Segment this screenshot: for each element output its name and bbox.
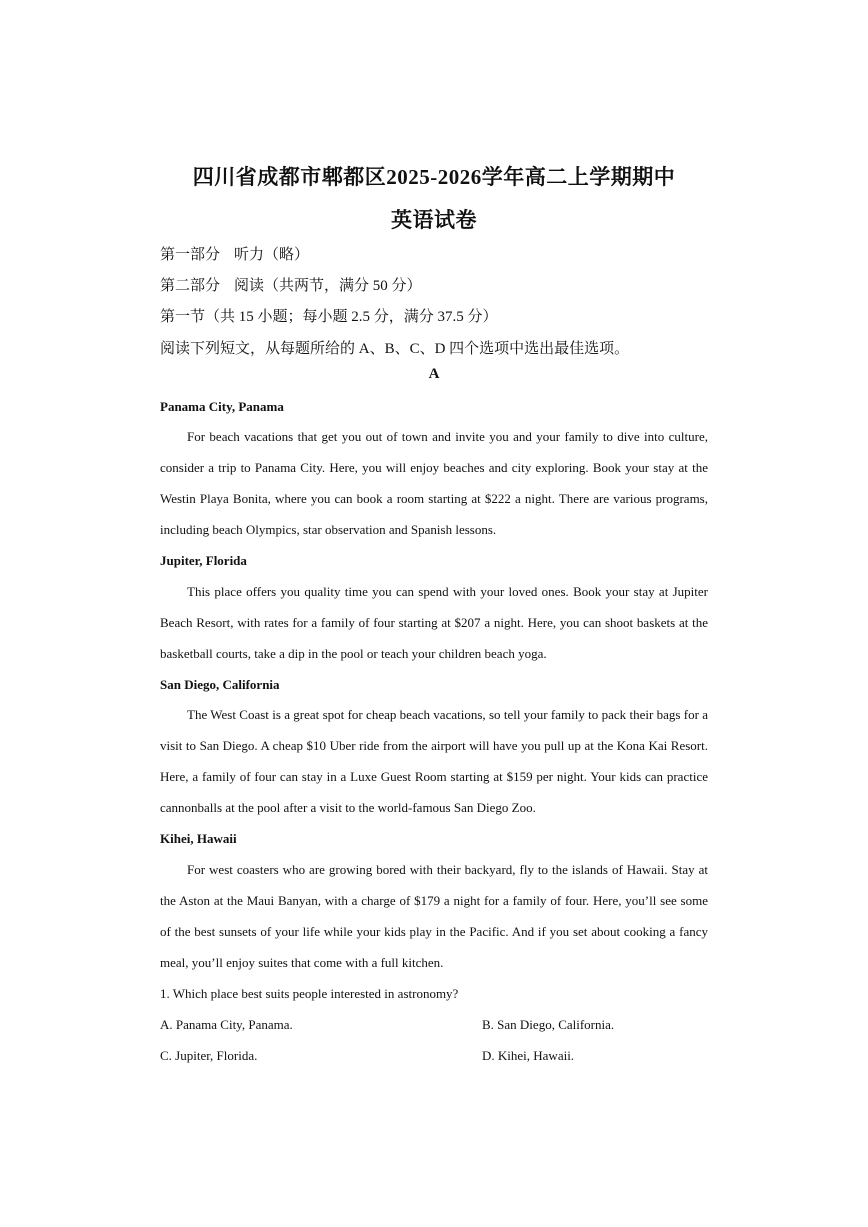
question-1-option-c: C. Jupiter, Florida. <box>160 1048 258 1063</box>
exam-title-line1: 四川省成都市郫都区2025-2026学年高二上学期期中 <box>192 165 676 189</box>
question-1-option-d: D. Kihei, Hawaii. <box>482 1048 575 1063</box>
part2-label: 第二部分 <box>160 278 221 294</box>
section-text-san-diego: The West Coast is a great spot for cheap beach vacations, so tell your family to pack their bags for a visit to San Diego. A cheap $10 Uber ride from the airport will have you pull up at the Kona Kai Resort. Here, a family of four can stay in a Luxe Guest Room starting at $159 per night. Your kids can practice cannonballs at the pool after a visit to the world-famous San Diego Zoo. <box>160 707 708 815</box>
passage-label: A <box>428 366 440 382</box>
question-1-stem: 1. Which place best suits people interested in astronomy? <box>160 986 459 1001</box>
section-text-kihei: For west coasters who are growing bored with their backyard, fly to the islands of Hawaii. Stay at the Aston at the Maui Banyan, with a charge of $179 a night for a family of four. Here, you’ll see some of the best sunsets of your life while your kids play in the Pacific. And if you set about cooking a fancy meal, you’ll enjoy suites that come with a full kitchen. <box>160 862 708 970</box>
section-heading-san-diego: San Diego, California <box>160 677 280 692</box>
exam-title-line2: 英语试卷 <box>391 208 477 232</box>
part2-line <box>160 274 422 295</box>
section-heading-jupiter: Jupiter, Florida <box>160 553 247 568</box>
directions-line: 阅读下列短文，从每题所给的 A、B、C、D 四个选项中选出最佳选项。 <box>160 341 630 357</box>
question-1-option-a: A. Panama City, Panama. <box>160 1017 293 1032</box>
part1-line <box>160 243 309 264</box>
section-text-panama: For beach vacations that get you out of town and invite you and your family to dive into culture, consider a trip to Panama City. Here, you will enjoy beaches and city exploring. Book your stay at the Westin Playa Bonita, where you can book a room starting at $222 a night. There are various programs, including beach Olympics, star observation and Spanish lessons. <box>160 429 708 537</box>
part2-text: 阅读（共两节，满分 50 分） <box>234 278 422 294</box>
part1-label: 第一部分 <box>160 247 221 263</box>
section1-line: 第一节（共 15 小题；每小题 2.5 分，满分 37.5 分） <box>160 309 498 325</box>
part1-text: 听力（略） <box>234 247 310 263</box>
section-heading-kihei: Kihei, Hawaii <box>160 831 237 846</box>
question-1-option-b: B. San Diego, California. <box>482 1017 615 1032</box>
section-text-jupiter: This place offers you quality time you can spend with your loved ones. Book your stay at Jupiter Beach Resort, with rates for a family of four starting at $207 a night. Here, you can shoot baskets at the basketball courts, take a dip in the pool or teach your children beach yoga. <box>160 584 708 661</box>
section-heading-panama: Panama City, Panama <box>160 399 284 414</box>
